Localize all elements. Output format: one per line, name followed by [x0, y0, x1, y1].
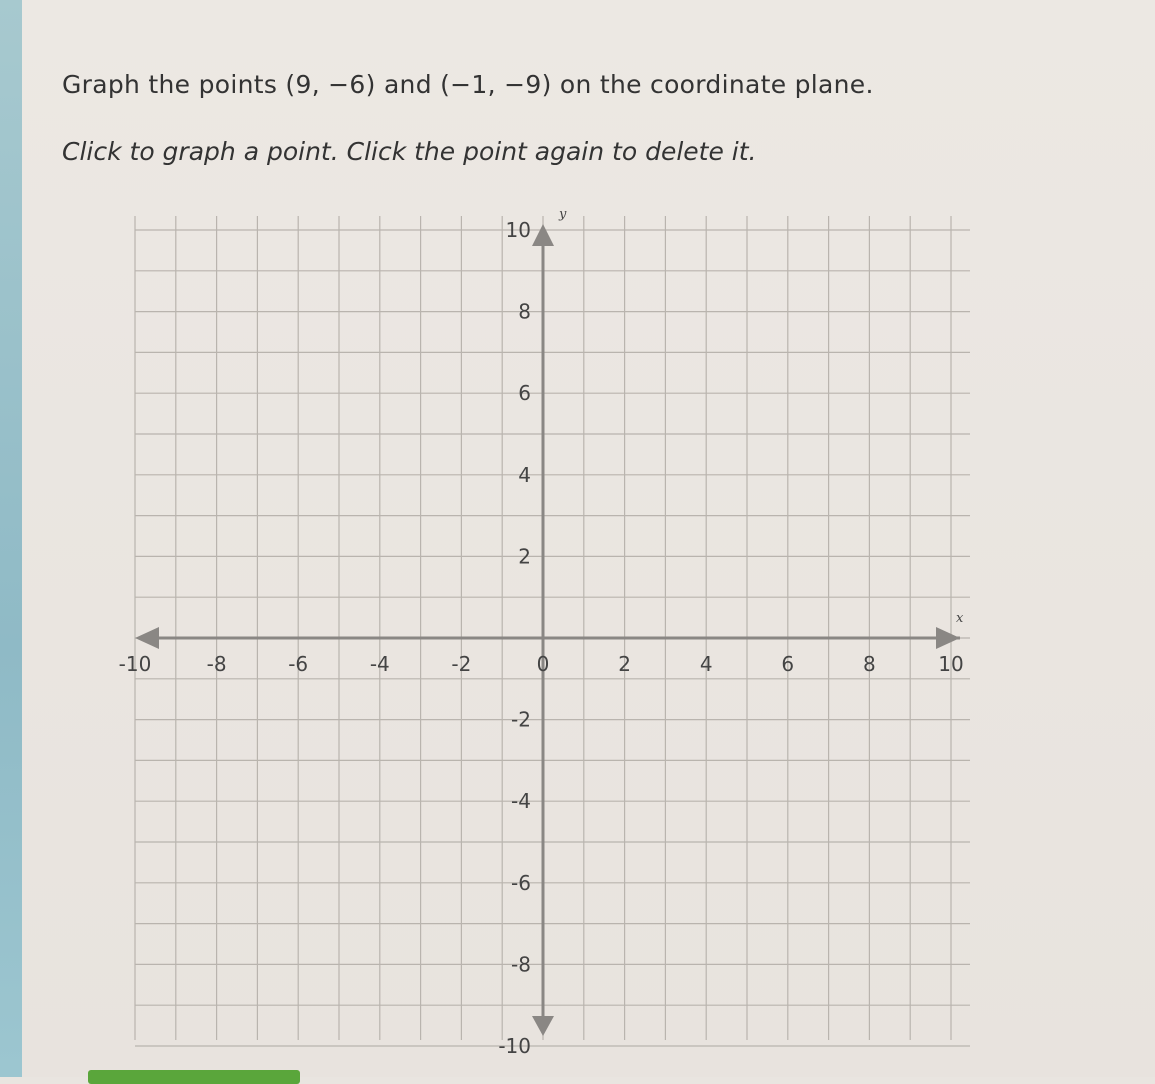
x-axis-left-arrow-icon	[135, 627, 159, 649]
x-tick-label: -8	[206, 652, 227, 676]
axes	[135, 207, 964, 1036]
x-tick-label: -4	[369, 652, 390, 676]
x-tick-label: 0	[536, 652, 550, 676]
x-tick-label: 2	[618, 652, 631, 676]
y-axis-variable-label: y	[559, 207, 567, 222]
x-tick-label: -2	[451, 652, 472, 676]
x-tick-label: 10	[938, 652, 964, 676]
y-tick-label: -4	[511, 789, 531, 814]
y-tick-label: 2	[518, 544, 531, 569]
y-tick-label: 10	[505, 218, 531, 242]
question-text: Graph the points (9, −6) and (−1, −9) on the coordinate plane.	[62, 70, 874, 99]
x-tick-label: -6	[288, 652, 309, 676]
y-tick-label: 4	[518, 462, 531, 487]
y-tick-label: 8	[518, 299, 531, 324]
y-axis-down-arrow-icon	[532, 1016, 554, 1036]
submit-button[interactable]	[88, 1070, 300, 1084]
y-tick-label: 6	[518, 381, 531, 406]
x-tick-label: 4	[699, 652, 713, 676]
x-tick-label: 6	[781, 652, 795, 676]
x-axis-variable-label: x	[956, 611, 964, 626]
y-tick-label: -6	[511, 870, 531, 895]
y-tick-label: -2	[511, 707, 531, 732]
y-tick-label: -10	[498, 1034, 531, 1058]
grid-lines	[135, 216, 970, 1046]
y-axis-up-arrow-icon	[532, 224, 554, 246]
x-axis-right-arrow-icon	[936, 627, 960, 649]
y-tick-label: -8	[511, 952, 531, 977]
x-tick-label: -10	[118, 652, 152, 676]
instruction-text: Click to graph a point. Click the point again to delete it.	[62, 137, 757, 166]
x-tick-label: 8	[863, 652, 876, 676]
